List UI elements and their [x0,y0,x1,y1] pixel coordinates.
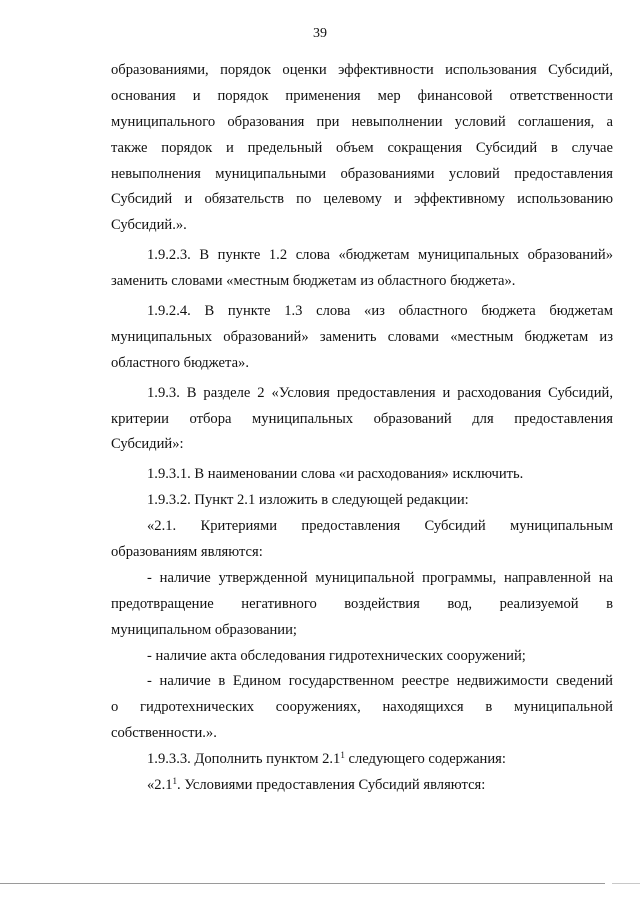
text-line: «2.1. Критериями предоставления Субсидий муниципальным [147,518,613,535]
text-line [111,773,613,799]
text-line: о гидротехнических сооружениях, находящихся в муниципальной [111,699,613,716]
text-line: 1.9.3.2. Пункт 2.1 изложить в следующей редакции: [147,492,469,509]
paragraph [111,644,613,670]
paragraph [111,381,613,459]
paragraph [111,747,613,773]
text-line: муниципальных образований» заменить словами «местным бюджетам из [111,328,613,345]
text-line [111,747,613,773]
paragraph [111,514,613,566]
text-line: Субсидий.». [111,217,187,234]
paragraph [111,669,613,747]
text-line: 1.9.3.1. В наименовании слова «и расходования» исключить. [147,466,524,483]
text-line: 1.9.3. В разделе 2 «Условия предоставления и расходования Субсидий, [147,384,613,401]
text-line: - наличие акта обследования гидротехнических сооружений; [147,647,526,664]
text-line: - наличие утвержденной муниципальной программы, направленной на [147,569,613,586]
superscript: 1 [172,776,178,787]
text-line: критерии отбора муниципальных образований для предоставления [111,410,613,427]
text-line: предотвращение негативного воздействия вод, реализуемой в [111,595,613,612]
paragraph [111,773,613,799]
page-number: 39 [313,26,327,41]
paragraph [111,488,613,514]
paragraph [111,566,613,644]
text-line: заменить словами «местным бюджетам из областного бюджета». [111,273,516,290]
text-line: - наличие в Едином государственном реестре недвижимости сведений [147,673,613,690]
text-line: Субсидий»: [111,436,184,453]
document-body [111,58,613,799]
text-line: муниципального образования при невыполнении условий соглашения, а [111,113,613,130]
bottom-scan-edge-right [612,883,640,884]
text-line: 1.9.2.3. В пункте 1.2 слова «бюджетам муниципальных образований» [147,247,613,264]
text-line: основания и порядок применения мер финансовой ответственности [111,87,613,104]
text-line: также порядок и предельный объем сокращения Субсидий в случае [111,139,613,156]
text-fragment: 1.9.3.3. Дополнить пунктом 2.1 [147,751,341,768]
text-line: собственности.». [111,725,217,742]
text-line: невыполнения муниципальными образованиями условий предоставления [111,165,613,182]
text-line: муниципальном образовании; [111,621,297,638]
paragraph [111,243,613,295]
text-line: образованиями, порядок оценки эффективности использования Субсидий, [111,62,613,78]
text-fragment: . Условиями предоставления Субсидий являются: [177,777,486,794]
bottom-scan-edge [0,883,605,884]
text-fragment: следующего содержания: [344,751,506,768]
superscript: 1 [340,750,345,761]
text-line: Субсидий и обязательств по целевому и эффективному использованию [111,191,613,208]
text-line: областного бюджета». [111,354,250,371]
paragraph [111,299,613,377]
text-fragment: «2.1 [147,777,173,794]
paragraph [111,58,613,239]
text-line: образованиям являются: [111,544,263,561]
paragraph [111,462,613,488]
text-line: 1.9.2.4. В пункте 1.3 слова «из областного бюджета бюджетам [147,303,613,320]
